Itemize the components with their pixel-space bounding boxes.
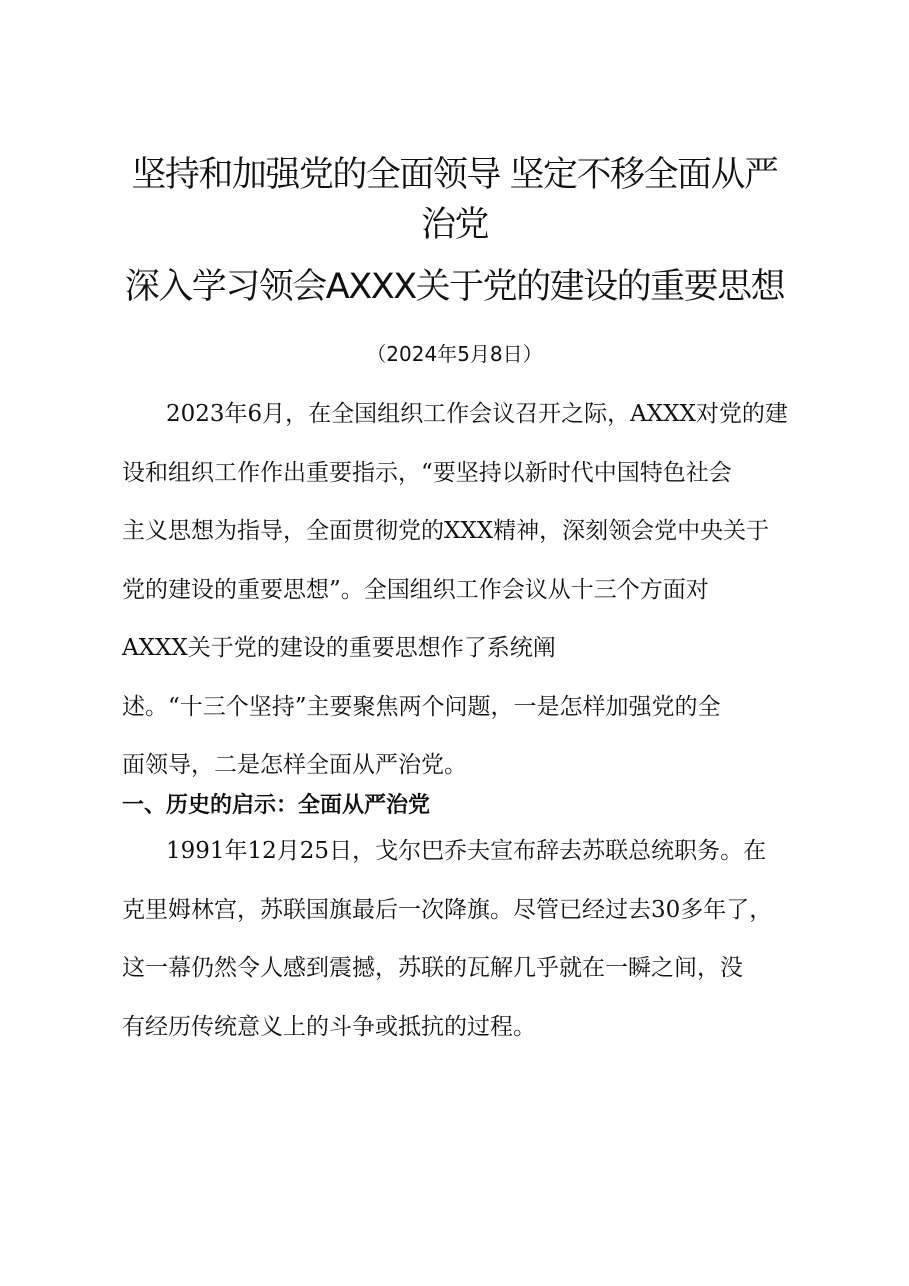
paragraph-line: 克里姆林宫，苏联国旗最后一次降旗。尽管已经过去30多年了， (122, 896, 773, 923)
paragraph-history (122, 822, 802, 1056)
paragraph-line: 有经历传统意义上的斗争或抵抗的过程。 (122, 1013, 536, 1040)
title-line: 治党 (420, 205, 488, 245)
paragraph-line: 党的建设的重要思想”。全国组织工作会议从十三个方面对 (122, 576, 709, 603)
title-line: 坚持和加强党的全面领导 坚定不移全面从严 (131, 155, 778, 195)
paragraph-line: 设和组织工作作出重要指示，“要坚持以新时代中国特色社会 (122, 459, 732, 486)
paragraph-line: 述。“十三个坚持”主要聚焦两个问题，一是怎样加强党的全 (122, 693, 721, 720)
paragraph-line: 1991年12月25日，戈尔巴乔夫宣布辞去苏联总统职务。在 (166, 838, 767, 864)
document-title (60, 150, 849, 312)
title-line: 深入学习领会AXXX关于党的建设的重要思想 (124, 267, 785, 307)
document-date: （2024年5月8日） (366, 342, 543, 366)
paragraph-line: 这一幕仍然令人感到震撼，苏联的瓦解几乎就在一瞬之间，没 (122, 955, 743, 981)
paragraph-line: 面领导，二是怎样全面从严治党。 (122, 752, 467, 778)
paragraph-line: 主义思想为指导，全面贯彻党的XXX精神，深刻领会党中央关于 (122, 518, 770, 544)
paragraph-intro (122, 385, 802, 795)
paragraph-line: AXXX关于党的建设的重要思想作了系统阐 (122, 635, 556, 661)
section-heading: 一、历史的启示：全面从严治党 (122, 793, 431, 818)
paragraph-line: 2023年6月，在全国组织工作会议召开之际，AXXX对党的建 (166, 401, 788, 427)
